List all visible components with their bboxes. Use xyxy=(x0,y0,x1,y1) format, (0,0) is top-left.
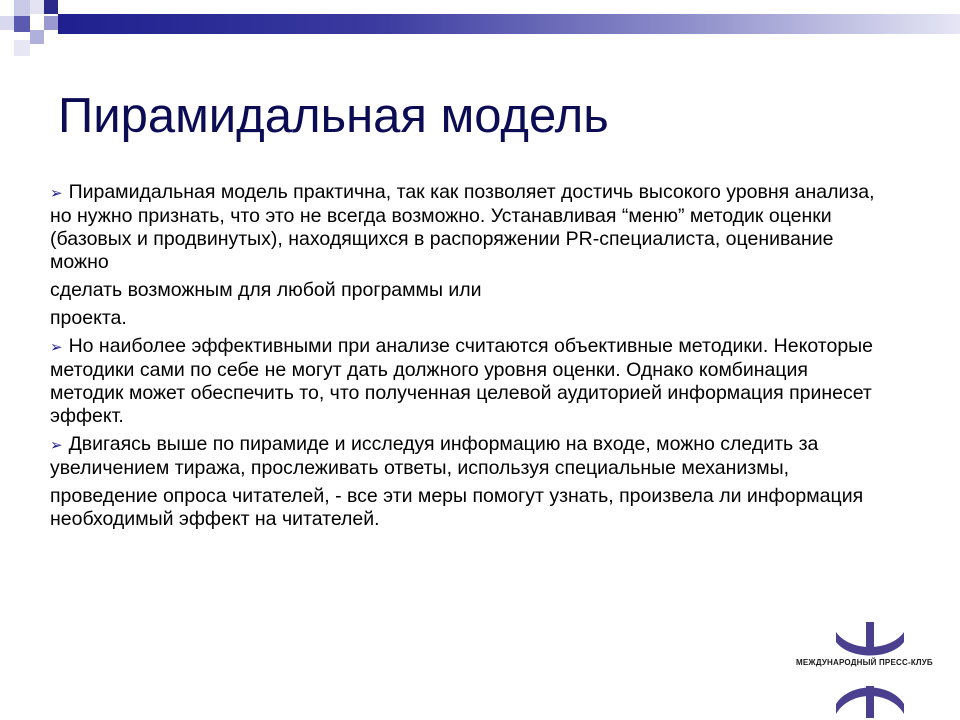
body-paragraph xyxy=(50,181,880,274)
header-decoration xyxy=(0,0,960,60)
paragraph-text: проведение опроса читателей, - все эти меры помогут узнать, произвела ли информация необходимый эффект на читателей. xyxy=(50,485,864,530)
logo-caption: МЕЖДУНАРОДНЫЙ ПРЕСС-КЛУБ xyxy=(796,658,933,667)
body-paragraph xyxy=(50,279,880,302)
arrow-bullet-icon: ➢ xyxy=(50,437,63,454)
paragraph-text: проекта. xyxy=(50,307,127,329)
header-gradient-bar xyxy=(58,14,960,34)
body-paragraph xyxy=(50,485,880,531)
paragraph-text: сделать возможным для любой программы или xyxy=(50,279,482,301)
arrow-bullet-icon: ➢ xyxy=(50,185,63,202)
paragraph-text: Пирамидальная модель практична, так как позволяет достичь высокого уровня анализа, но нужно признать, что это не всегда возможно. Устанавливая “меню” методик оценки (базовых и продвинутых), находящихся в распоряжении PR-специалиста, оценивание можно xyxy=(50,181,875,273)
deco-square xyxy=(0,16,14,30)
paragraph-text: Двигаясь выше по пирамиде и исследуя информацию на входе, можно следить за увеличением тиража, прослеживать ответы, используя специальные механизмы, xyxy=(50,433,819,479)
deco-square xyxy=(44,0,58,14)
slide-title: Пирамидальная модель xyxy=(58,89,609,143)
press-club-logo xyxy=(790,618,960,720)
deco-square xyxy=(14,16,30,32)
arrow-bullet-icon: ➢ xyxy=(50,339,63,356)
paragraph-text: Но наиболее эффективными при анализе считаются объективные методики. Некоторые методики сами по себе не могут дать должного уровня оценки. Однако комбинация методик может обеспечить то, что полученная целевой аудиторией информация принесет эффект. xyxy=(50,335,874,427)
deco-square xyxy=(14,0,30,16)
body-paragraph xyxy=(50,307,880,330)
deco-square xyxy=(30,0,44,14)
body-paragraph xyxy=(50,433,880,480)
logo-emblem-icon xyxy=(836,622,904,718)
slide-body xyxy=(50,181,880,531)
deco-square xyxy=(14,40,30,56)
body-paragraph xyxy=(50,335,880,428)
deco-square xyxy=(30,30,44,44)
deco-square xyxy=(44,16,58,30)
